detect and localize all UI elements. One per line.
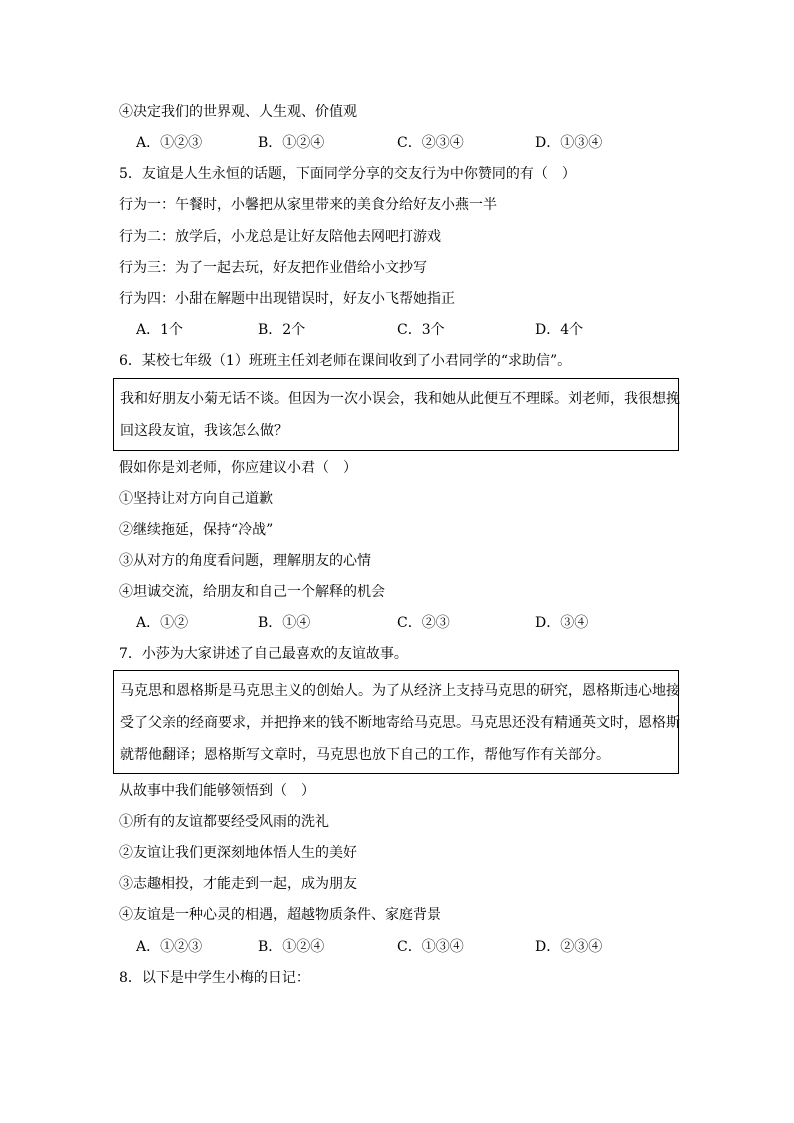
q6-option-c: C．②③ xyxy=(397,615,450,631)
q6-question: 假如你是刘老师，你应建议小君（ ） xyxy=(119,460,357,476)
q6-letter-line-1: 我和好朋友小菊无话不谈。但因为一次小误会，我和她从此便互不理睬。刘老师，我很想挽 xyxy=(120,391,680,407)
q5-stem: 5．友谊是人生永恒的话题，下面同学分享的交友行为中你赞同的有（ ） xyxy=(119,166,576,182)
q7-option-b: B．①②④ xyxy=(258,939,325,955)
q6-letter-box xyxy=(113,378,679,451)
q5-behavior-3: 行为三：为了一起去玩，好友把作业借给小文抄写 xyxy=(119,260,427,276)
q6-stem: 6．某校七年级（1）班班主任刘老师在课间收到了小君同学的“求助信”。 xyxy=(119,353,572,369)
q6-option-b: B．①④ xyxy=(258,615,311,631)
q7-question: 从故事中我们能够领悟到（ ） xyxy=(119,783,315,799)
q7-story-line-3: 就帮他翻译；恩格斯写文章时，马克思也放下自己的工作，帮他写作有关部分。 xyxy=(120,747,610,763)
q7-story-box xyxy=(113,670,679,774)
q6-item-2: ②继续拖延，保持“冷战” xyxy=(119,522,274,538)
q6-item-1: ①坚持让对方向自己道歉 xyxy=(119,491,273,507)
q6-letter-line-2: 回这段友谊，我该怎么做？ xyxy=(120,423,288,439)
q7-option-a: A．①②③ xyxy=(136,939,203,955)
q6-options xyxy=(136,613,696,633)
q4-item-4: ④决定我们的世界观、人生观、价值观 xyxy=(119,104,357,120)
q7-item-3: ③志趣相投，才能走到一起，成为朋友 xyxy=(119,876,357,892)
q5-behavior-2: 行为二：放学后，小龙总是让好友陪他去网吧打游戏 xyxy=(119,229,441,245)
q6-item-3: ③从对方的角度看问题，理解朋友的心情 xyxy=(119,553,371,569)
q5-behavior-1: 行为一：午餐时，小馨把从家里带来的美食分给好友小燕一半 xyxy=(119,197,497,213)
q4-options xyxy=(136,133,696,153)
q4-option-c: C．②③④ xyxy=(397,135,464,151)
q8-stem: 8．以下是中学生小梅的日记： xyxy=(119,970,310,986)
q7-item-4: ④友谊是一种心灵的相遇，超越物质条件、家庭背景 xyxy=(119,907,441,923)
q7-story-line-2: 受了父亲的经商要求，并把挣来的钱不断地寄给马克思。马克思还没有精通英文时，恩格斯 xyxy=(120,715,680,731)
q7-item-2: ②友谊让我们更深刻地体悟人生的美好 xyxy=(119,845,357,861)
q4-option-a: A．①②③ xyxy=(136,135,203,151)
q4-option-b: B．①②④ xyxy=(258,135,325,151)
q5-option-a: A．1个 xyxy=(136,322,184,338)
q5-option-b: B．2个 xyxy=(258,322,306,338)
q7-story-line-1: 马克思和恩格斯是马克思主义的创始人。为了从经济上支持马克思的研究，恩格斯违心地接 xyxy=(120,683,680,699)
q6-option-a: A．①② xyxy=(136,615,189,631)
q7-options xyxy=(136,937,696,957)
q7-stem: 7．小莎为大家讲述了自己最喜欢的友谊故事。 xyxy=(119,646,408,662)
q7-option-c: C．①③④ xyxy=(397,939,464,955)
q6-item-4: ④坦诚交流，给朋友和自己一个解释的机会 xyxy=(119,584,385,600)
q5-option-c: C．3个 xyxy=(397,322,445,338)
q7-option-d: D．②③④ xyxy=(535,939,603,955)
q5-option-d: D．4个 xyxy=(535,322,584,338)
q5-options xyxy=(136,320,696,340)
q5-behavior-4: 行为四：小甜在解题中出现错误时，好友小飞帮她指正 xyxy=(119,291,455,307)
q4-option-d: D．①③④ xyxy=(535,135,603,151)
q6-option-d: D．③④ xyxy=(535,615,589,631)
q7-item-1: ①所有的友谊都要经受风雨的洗礼 xyxy=(119,814,329,830)
